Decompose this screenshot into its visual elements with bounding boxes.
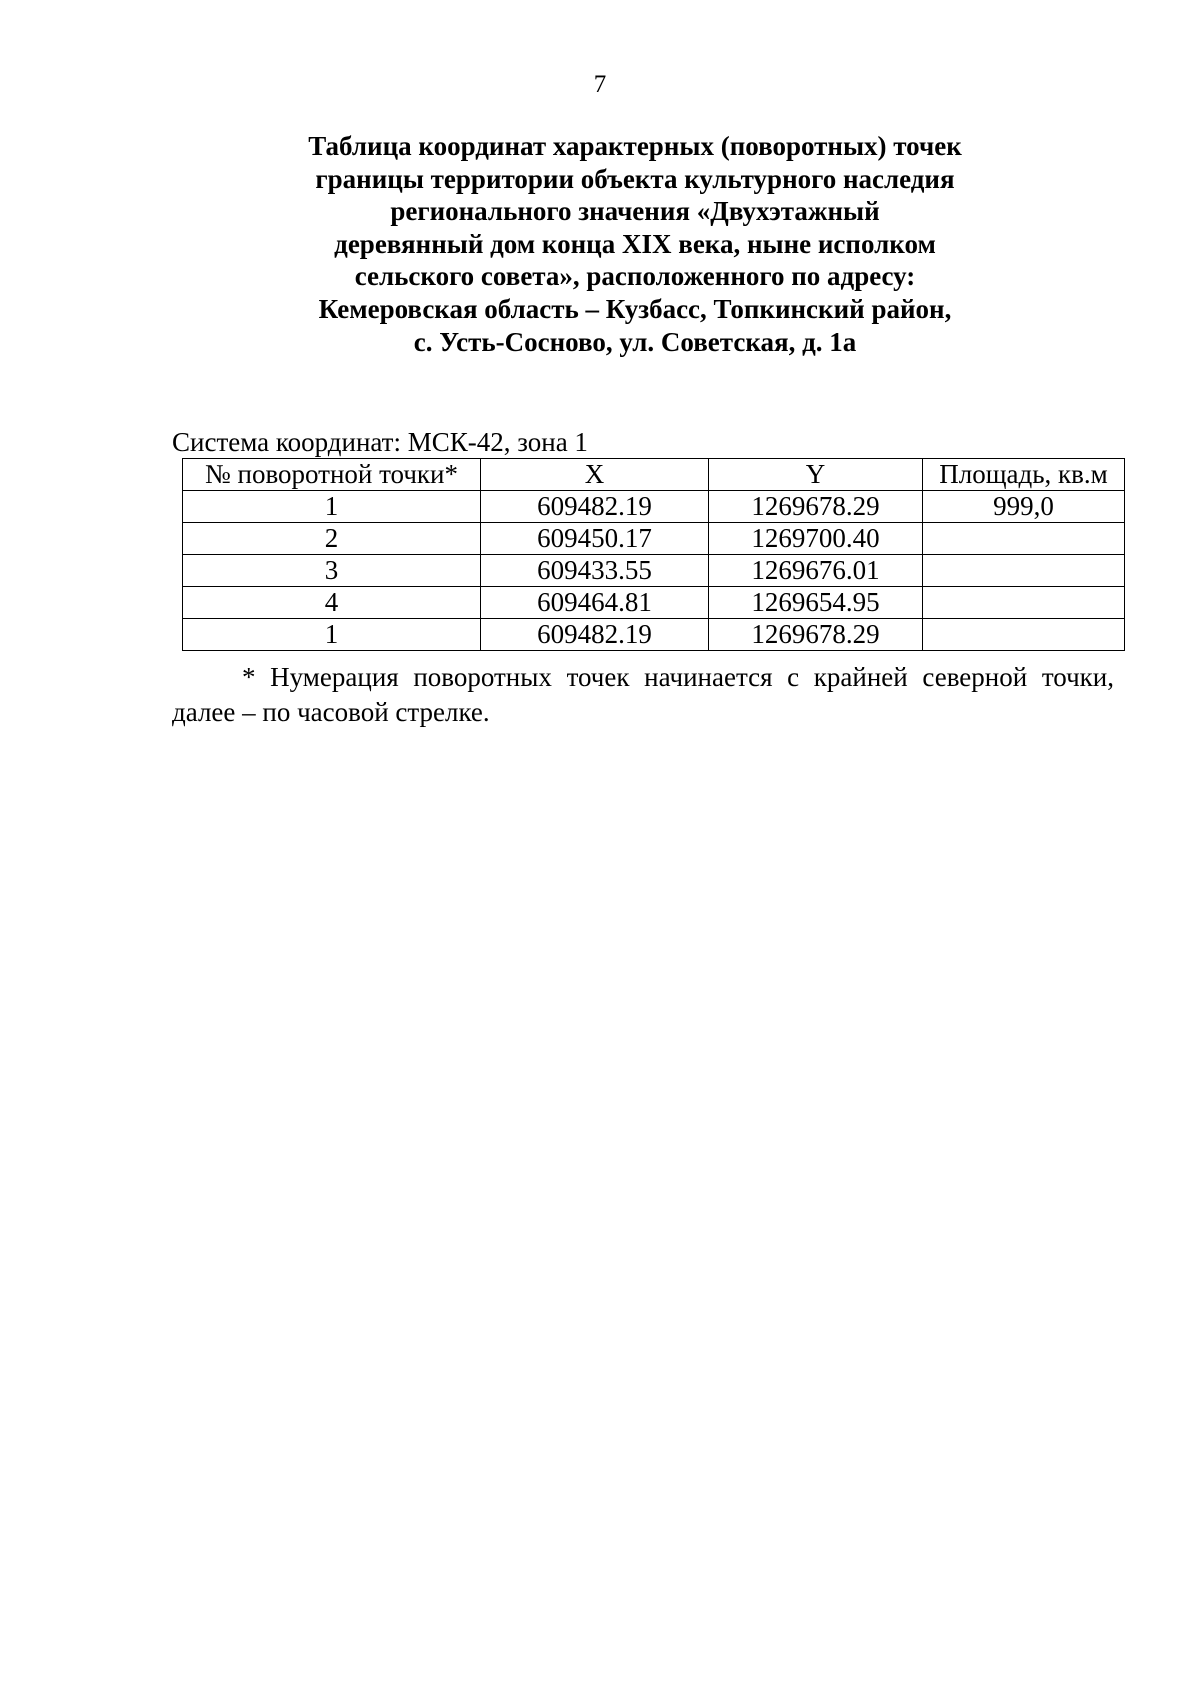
document-title bbox=[240, 130, 1030, 358]
cell-point-number: 1 bbox=[183, 491, 481, 523]
title-line: Кемеровская область – Кузбасс, Топкинский район, bbox=[318, 293, 952, 324]
title-line: регионального значения «Двухэтажный bbox=[390, 196, 880, 227]
table-row bbox=[183, 619, 1125, 651]
cell-x: 609482.19 bbox=[481, 619, 709, 651]
table-row bbox=[183, 587, 1125, 619]
cell-x: 609433.55 bbox=[481, 555, 709, 587]
cell-y: 1269700.40 bbox=[709, 523, 923, 555]
cell-y: 1269654.95 bbox=[709, 587, 923, 619]
header-x: X bbox=[481, 459, 709, 491]
cell-area: 999,0 bbox=[923, 491, 1125, 523]
cell-area bbox=[923, 523, 1125, 555]
cell-point-number: 1 bbox=[183, 619, 481, 651]
table-row bbox=[183, 555, 1125, 587]
cell-x: 609464.81 bbox=[481, 587, 709, 619]
table-row bbox=[183, 491, 1125, 523]
cell-point-number: 3 bbox=[183, 555, 481, 587]
cell-y: 1269678.29 bbox=[709, 619, 923, 651]
cell-y: 1269676.01 bbox=[709, 555, 923, 587]
cell-x: 609482.19 bbox=[481, 491, 709, 523]
cell-x: 609450.17 bbox=[481, 523, 709, 555]
header-area: Площадь, кв.м bbox=[923, 459, 1125, 491]
footnote: * Нумерация поворотных точек начинается с крайней северной точки, далее – по часовой стрелке. bbox=[172, 662, 1114, 727]
cell-point-number: 2 bbox=[183, 523, 481, 555]
title-line: границы территории объекта культурного наследия bbox=[315, 163, 955, 194]
coordinates-table bbox=[182, 458, 1125, 651]
coordinate-system-label: Система координат: МСК-42, зона 1 bbox=[172, 427, 588, 457]
title-line: деревянный дом конца XIX века, ныне исполком bbox=[334, 228, 936, 259]
cell-area bbox=[923, 555, 1125, 587]
header-point-number: № поворотной точки* bbox=[183, 459, 481, 491]
table-header-row bbox=[183, 459, 1125, 491]
cell-area bbox=[923, 587, 1125, 619]
table-row bbox=[183, 523, 1125, 555]
cell-point-number: 4 bbox=[183, 587, 481, 619]
title-line: с. Усть-Сосново, ул. Советская, д. 1а bbox=[413, 326, 857, 357]
title-line: Таблица координат характерных (поворотных) точек bbox=[308, 131, 962, 161]
cell-area bbox=[923, 619, 1125, 651]
page-number: 7 bbox=[593, 71, 607, 98]
cell-y: 1269678.29 bbox=[709, 491, 923, 523]
header-y: Y bbox=[709, 459, 923, 491]
title-line: сельского совета», расположенного по адресу: bbox=[354, 261, 916, 292]
